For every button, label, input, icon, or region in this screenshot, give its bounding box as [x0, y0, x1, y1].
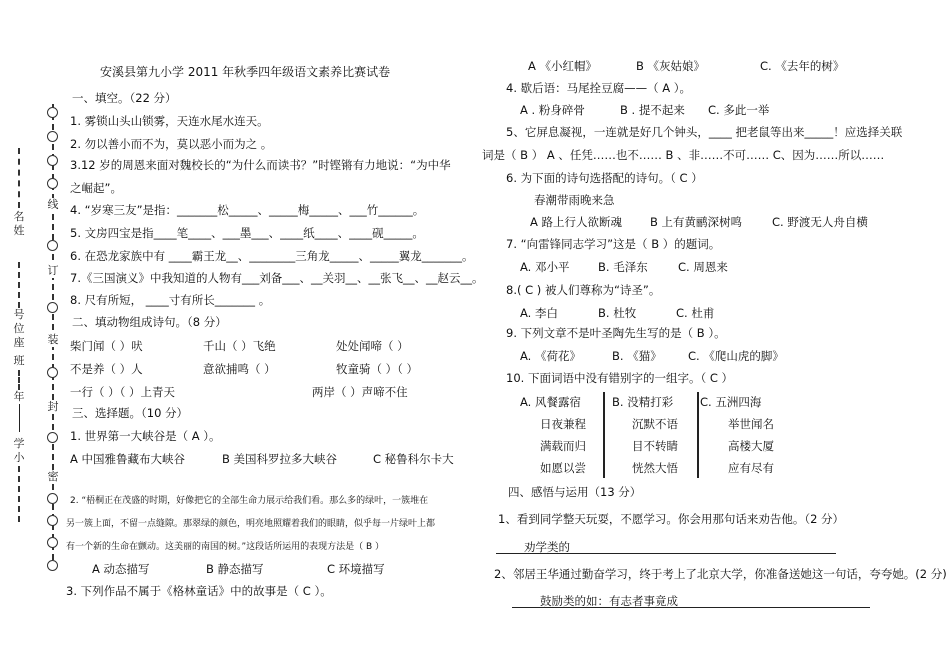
binding-hole — [47, 107, 58, 118]
choice-2-option: A 动态描写 — [92, 562, 150, 576]
poem-blank: 不是养（ ）人 — [70, 362, 143, 376]
choice-9: 9. 下列文章不是叶圣陶先生写的是（ B ）。 — [506, 326, 726, 340]
seat-field-label: 号位座 — [13, 308, 25, 349]
choice-10-word: 举世闻名 — [728, 417, 774, 431]
school-field-line — [18, 466, 22, 522]
question-3-line1: 3.12 岁的周恩来面对魏校长的“为什么而读书？”时铿锵有力地说：“为中华 — [70, 158, 451, 172]
binding-label-fasten: 装 — [47, 333, 59, 346]
choice-10-word: A. 风餐露宿 — [520, 395, 581, 409]
binding-hole — [47, 155, 58, 166]
choice-6: 6. 为下面的诗句选搭配的诗句。（ C ） — [506, 171, 703, 185]
poem-blank: 牧童骑（ ）（ ） — [336, 362, 419, 376]
choice-7-option: C. 周恩来 — [678, 260, 728, 274]
choice-1-option: A 中国雅鲁藏布大峡谷 — [70, 452, 186, 466]
choice-2-line2: 另一簇上面，不留一点缝隙。那翠绿的颜色，明亮地照耀着我们的眼睛，似乎每一片绿叶上都 — [66, 519, 436, 529]
answer-line — [512, 607, 870, 608]
binding-hole — [47, 131, 58, 142]
binding-hole — [47, 240, 58, 251]
poem-blank: 柴门闻（ ）吠 — [70, 339, 143, 353]
section1-title: 一、填空。（22 分） — [72, 91, 177, 105]
choice-4: 4. 歇后语：马尾拴豆腐——（ A ）。 — [506, 81, 692, 95]
question-8: 8. 尺有所短， ____寸有所长_______ 。 — [70, 293, 271, 307]
binding-label-line: 线 — [47, 198, 59, 211]
choice-1-option: B 美国科罗拉多大峡谷 — [222, 452, 338, 466]
choice-4-option: A . 粉身碎骨 — [520, 103, 585, 117]
section2-title: 二、填动物组成诗句。（8 分） — [72, 315, 227, 329]
choice-7-option: A. 邓小平 — [520, 260, 570, 274]
choice-8-option: A. 李白 — [520, 306, 558, 320]
choice-10: 10. 下面词语中没有错别字的一组字。（ C ） — [506, 371, 734, 385]
choice-7-option: B. 毛泽东 — [598, 260, 648, 274]
seat-field-line — [18, 262, 22, 308]
choice-5-line1: 5、它屏息凝视，一连就是好几个钟头，____ 把老鼠等出来_____！应选择关联 — [506, 125, 903, 139]
question-5: 5. 文房四宝是指____笔____、___墨___、____纸____、____砚_____。 — [70, 226, 424, 240]
binding-hole — [47, 302, 58, 313]
class-field-label: 班 — [13, 354, 25, 367]
school-field-label: 学小 — [13, 437, 25, 464]
choice-9-option: C. 《爬山虎的脚》 — [688, 349, 784, 363]
question-6: 6. 在恐龙家族中有 ____霸王龙__、________三角龙_____、_____翼龙_______。 — [70, 249, 474, 263]
choice-2-line1: 2. “梧桐正在茂盛的时期，好像把它的全部生命力展示给我们看。那么多的绿叶，一簇堆在 — [70, 496, 429, 506]
choice-3: 3. 下列作品不属于《格林童话》中的故事是（ C ）。 — [66, 584, 332, 598]
choice-9-option: A. 《荷花》 — [520, 349, 581, 363]
choice-10-word: 应有尽有 — [728, 461, 774, 475]
choice-2-line3: 有一个新的生命在颤动。这美丽的南国的树。”这段话所运用的表现方法是（ B ） — [66, 542, 385, 552]
binding-label-bind: 订 — [47, 264, 59, 277]
binding-hole — [47, 432, 58, 443]
usage-2: 2、邻居王华通过勤奋学习，终于考上了北京大学，你准备送她这一句话，夸夸她。(2 分) — [494, 567, 947, 581]
column-divider — [697, 392, 699, 478]
choice-10-word: C. 五洲四海 — [700, 395, 762, 409]
question-1: 1. 雾锁山头山锁雾，天连水尾水连天。 — [70, 114, 269, 128]
choice-10-word: 如愿以尝 — [540, 461, 586, 475]
section4-title: 四、感悟与运用（13 分） — [508, 485, 642, 499]
choice-6-option: B 上有黄鹂深树鸣 — [650, 215, 743, 229]
section3-title: 三、选择题。（10 分） — [72, 406, 189, 420]
choice-4-option: C. 多此一举 — [708, 103, 770, 117]
choice-1: 1. 世界第一大峡谷是（ A ）。 — [70, 429, 221, 443]
choice-8: 8.( C ) 被人们尊称为“诗圣”。 — [506, 283, 661, 297]
question-4: 4. “岁寒三友”是指：_______松_____、_____梅_____、___竹______。 — [70, 203, 425, 217]
poem-blank: 两岸（ ）声啼不住 — [312, 385, 408, 399]
choice-5-line2: 词是（ B ） A 、任凭……也不…… B 、非……不可…… C、因为……所以…… — [482, 148, 885, 162]
name-field-line — [18, 148, 22, 208]
poem-blank: 一行（ ）（ ）上青天 — [70, 385, 176, 399]
choice-9-option: B. 《猫》 — [612, 349, 662, 363]
choice-3-option: B 《灰姑娘》 — [636, 59, 706, 73]
usage-2-answer: 鼓励类的如：有志者事竟成 — [540, 594, 678, 608]
binding-hole — [47, 367, 58, 378]
answer-line — [496, 553, 836, 554]
binding-hole — [47, 515, 58, 526]
grade-field-label: 年 — [13, 390, 25, 403]
binding-hole — [47, 493, 58, 504]
class-field-line — [18, 370, 22, 390]
grade-field-line — [19, 404, 20, 432]
question-7: 7.《三国演义》中我知道的人物有___刘备___、__关羽__、__张飞__、__赵云__。 — [70, 271, 484, 285]
column-divider — [603, 392, 605, 478]
choice-10-word: 恍然大悟 — [632, 461, 678, 475]
choice-10-word: 沉默不语 — [632, 417, 678, 431]
choice-1-option: C 秘鲁科尔卡大 — [373, 452, 454, 466]
choice-3-option: A 《小红帽》 — [528, 59, 598, 73]
choice-10-word: 日夜兼程 — [540, 417, 586, 431]
choice-2-option: B 静态描写 — [206, 562, 264, 576]
choice-2-option: C 环境描写 — [327, 562, 385, 576]
question-3-line2: 之崛起”。 — [70, 181, 122, 195]
choice-7: 7. “向雷锋同志学习”这是（ B ）的题词。 — [506, 237, 721, 251]
choice-8-option: B. 杜牧 — [598, 306, 637, 320]
binding-hole — [47, 178, 58, 189]
choice-6-option: A 路上行人欲断魂 — [530, 215, 623, 229]
question-2: 2. 勿以善小而不为，莫以恶小而为之 。 — [70, 137, 273, 151]
choice-10-word: 满载而归 — [540, 439, 586, 453]
binding-hole — [47, 560, 58, 571]
poem-blank: 千山（ ）飞绝 — [203, 339, 276, 353]
usage-1: 1、看到同学整天玩耍，不愿学习。你会用那句话来劝告他。（2 分） — [498, 512, 845, 526]
poem-blank: 意欲捕鸣（ ） — [203, 362, 276, 376]
binding-label-seal: 封 — [47, 400, 59, 413]
usage-1-answer: 劝学类的 — [524, 540, 570, 554]
choice-6-poem: 春潮带雨晚来急 — [534, 193, 615, 207]
poem-blank: 处处闻啼（ ） — [336, 339, 409, 353]
choice-3-option: C. 《去年的树》 — [760, 59, 845, 73]
binding-label-secret: 密 — [47, 470, 59, 483]
choice-6-option: C. 野渡无人舟自横 — [772, 215, 868, 229]
choice-10-word: 高楼大厦 — [728, 439, 774, 453]
choice-10-word: 目不转睛 — [632, 439, 678, 453]
choice-8-option: C. 杜甫 — [676, 306, 715, 320]
binding-hole — [47, 537, 58, 548]
choice-10-word: B. 没精打彩 — [612, 395, 674, 409]
exam-title: 安溪县第九小学 2011 年秋季四年级语文素养比赛试卷 — [100, 65, 391, 79]
choice-4-option: B . 提不起来 — [620, 103, 685, 117]
name-field-label: 名姓 — [13, 210, 25, 237]
